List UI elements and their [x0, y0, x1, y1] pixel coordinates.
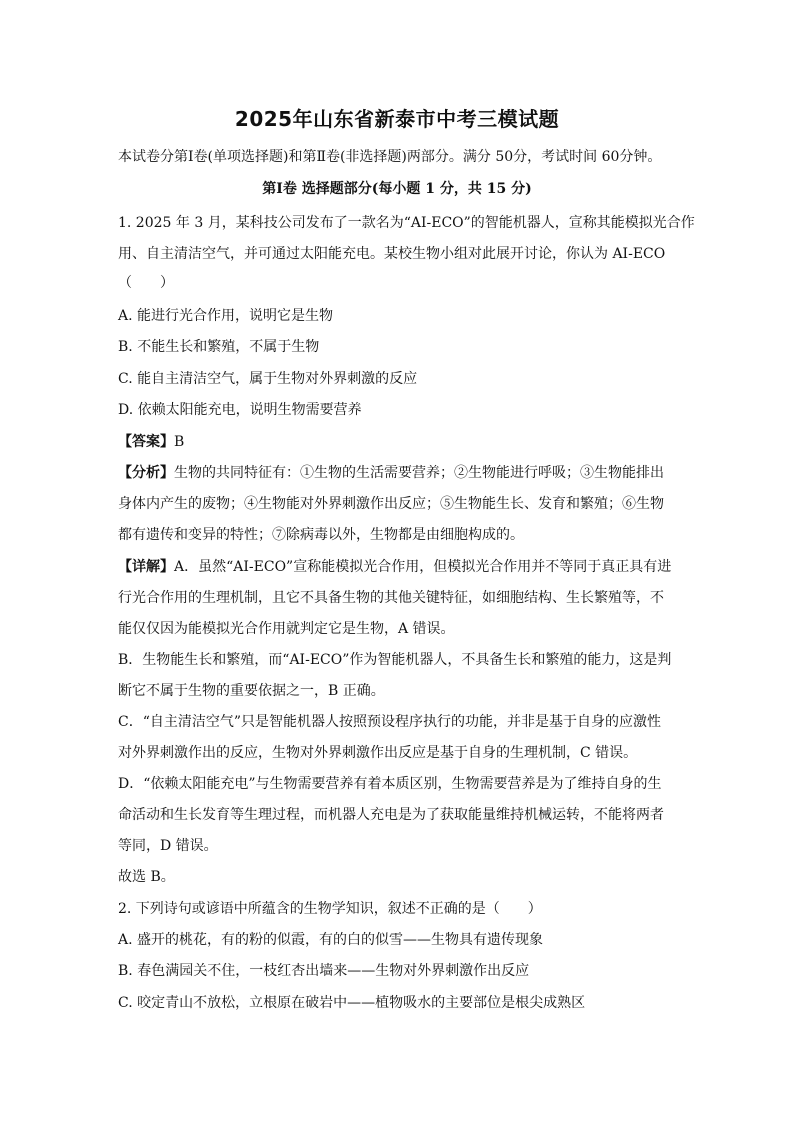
q1-detail-line-11: 故选 B。 [118, 869, 175, 885]
q1-analysis-line-2: 身体内产生的废物；④生物能对外界刺激作出反应；⑤生物能生长、发育和繁殖；⑥生物 [118, 496, 664, 512]
q2-option-c: C. 咬定青山不放松，立根原在破岩中——植物吸水的主要部位是根尖成熟区 [118, 995, 586, 1011]
q1-detail-line-3: 能仅仅因为能模拟光合作用就判定它是生物，A 错误。 [118, 621, 455, 637]
q1-stem-line-1: 1. 2025 年 3 月，某科技公司发布了一款名为“AI-ECO”的智能机器人，宣称其能模拟光合作 [118, 215, 695, 231]
q1-option-b: B. 不能生长和繁殖，不属于生物 [118, 339, 320, 355]
q1-detail-line-5: 断它不属于生物的重要依据之一，B 正确。 [118, 683, 385, 699]
q1-stem-line-2: 用、自主清洁空气，并可通过太阳能充电。某校生物小组对此展开讨论，你认为 AI-ECO [118, 246, 666, 262]
q1-detail-line-7: 对外界刺激作出的反应，生物对外界刺激作出反应是基于自身的生理机制，C 错误。 [118, 745, 638, 761]
q1-analysis-line-1 [118, 462, 664, 482]
q1-option-d: D. 依赖太阳能充电，说明生物需要营养 [118, 402, 362, 418]
q2-stem: 2. 下列诗句或谚语中所蕴含的生物学知识，叙述不正确的是（ ） [118, 901, 542, 917]
analysis-tag: 【分析】 [118, 465, 174, 481]
q1-detail-line-8: D．“依赖太阳能充电”与生物需要营养有着本质区别，生物需要营养是为了维持自身的生 [118, 776, 662, 792]
q1-detail-line-4: B．生物能生长和繁殖，而“AI-ECO”作为智能机器人，不具备生长和繁殖的能力，这是判 [118, 652, 672, 668]
detail-tag: 【详解】 [118, 559, 174, 575]
detail-text-1: A．虽然“AI-ECO”宣称能模拟光合作用，但模拟光合作用并不等同于真正具有进 [174, 559, 672, 575]
section-title: 第Ⅰ卷 选择题部分(每小题 1 分，共 15 分) [262, 181, 532, 197]
q1-option-c: C. 能自主清洁空气，属于生物对外界刺激的反应 [118, 371, 418, 387]
q1-stem-line-3: （ ） [118, 275, 174, 291]
q1-detail-line-1 [118, 556, 671, 576]
analysis-text-1: 生物的共同特征有：①生物的生活需要营养；②生物能进行呼吸；③生物能排出 [174, 465, 664, 481]
q2-option-b: B. 春色满园关不住，一枝红杏出墙来——生物对外界刺激作出反应 [118, 963, 530, 979]
q1-detail-line-10: 等同，D 错误。 [118, 838, 218, 854]
q1-detail-line-6: C．“自主清洁空气”只是智能机器人按照预设程序执行的功能，并非是基于自身的应激性 [118, 714, 662, 730]
answer-tag: 【答案】 [118, 434, 174, 450]
q1-detail-line-2: 行光合作用的生理机制，且它不具备生物的其他关键特征，如细胞结构、生长繁殖等，不 [118, 590, 664, 606]
q2-option-a: A. 盛开的桃花，有的粉的似霞，有的白的似雪——生物具有遗传现象 [118, 932, 544, 948]
q1-detail-line-9: 命活动和生长发育等生理过程，而机器人充电是为了获取能量维持机械运转，不能将两者 [118, 807, 664, 823]
answer-value: B [174, 434, 185, 450]
q1-analysis-line-3: 都有遗传和变异的特性；⑦除病毒以外，生物都是由细胞构成的。 [118, 527, 524, 543]
q1-option-a: A. 能进行光合作用，说明它是生物 [118, 308, 334, 324]
exam-title: 2025年山东省新泰市中考三模试题 [234, 107, 560, 131]
exam-intro: 本试卷分第Ⅰ卷(单项选择题)和第Ⅱ卷(非选择题)两部分。满分 50分，考试时间 60分钟。 [118, 149, 662, 165]
q1-answer [118, 431, 184, 451]
